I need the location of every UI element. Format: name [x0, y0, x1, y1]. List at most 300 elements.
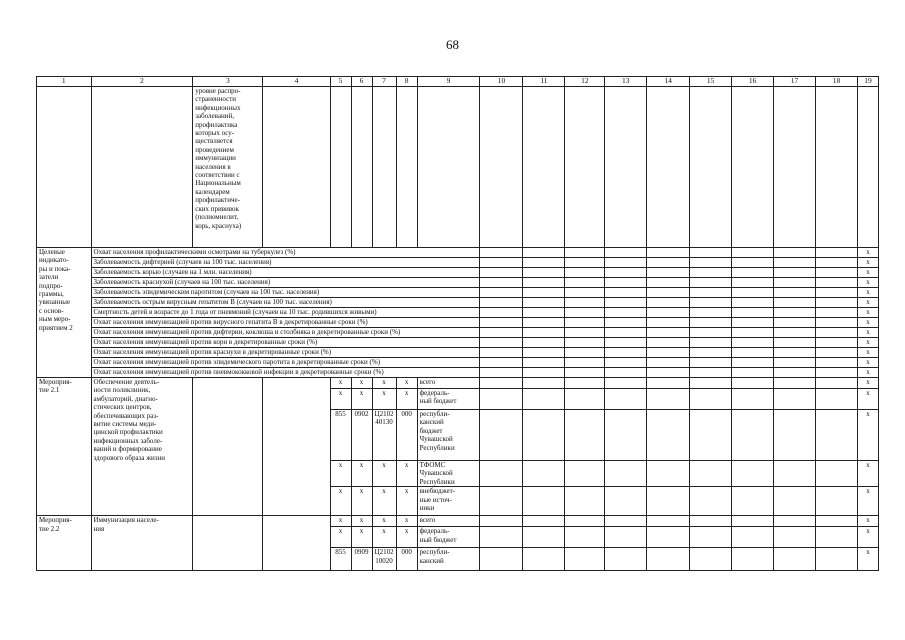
- indicator-row: [37, 298, 879, 308]
- column-number: 12: [565, 77, 605, 87]
- indicator-value: [647, 248, 690, 258]
- indicator-value: [565, 288, 605, 298]
- indicator-value: [815, 278, 857, 288]
- funding-value: [647, 461, 690, 487]
- table-cell: [351, 87, 372, 248]
- indicator-value: [690, 258, 732, 268]
- indicator-value: [815, 328, 857, 338]
- indicator-value: [647, 358, 690, 368]
- funding-value: [605, 461, 647, 487]
- code-cell: x: [330, 527, 351, 548]
- indicator-end: x: [857, 328, 878, 338]
- indicator-value: [690, 318, 732, 328]
- indicator-value: [605, 278, 647, 288]
- table-cell: [857, 87, 878, 248]
- indicator-value: [732, 298, 774, 308]
- funding-value: [480, 516, 523, 527]
- indicator-value: [732, 268, 774, 278]
- funding-value: [774, 527, 816, 548]
- indicator-value: [523, 338, 565, 348]
- table-cell: [605, 87, 647, 248]
- funding-value: [690, 410, 732, 461]
- indicator-value: [565, 348, 605, 358]
- funding-value: [732, 389, 774, 410]
- indicator-row: [37, 278, 879, 288]
- indicator-row: [37, 338, 879, 348]
- funding-end: x: [857, 410, 878, 461]
- indicator-value: [647, 258, 690, 268]
- header-row: [37, 77, 879, 87]
- code-cell: x: [351, 527, 372, 548]
- program-table: [36, 76, 879, 571]
- indicator-end: x: [857, 258, 878, 268]
- indicator-value: [774, 258, 816, 268]
- code-cell: x: [351, 389, 372, 410]
- indicator-value: [480, 318, 523, 328]
- indicator-value: [732, 308, 774, 318]
- indicator-value: [565, 338, 605, 348]
- funding-source: всего: [417, 516, 480, 527]
- indicator-value: [565, 248, 605, 258]
- funding-source: республи- канский: [417, 548, 480, 571]
- indicator-end: x: [857, 248, 878, 258]
- table-cell: [37, 87, 92, 248]
- indicator-value: [732, 248, 774, 258]
- indicator-value: [565, 258, 605, 268]
- indicator-value: [647, 368, 690, 378]
- indicator-value: [605, 288, 647, 298]
- indicator-value: [480, 328, 523, 338]
- funding-value: [690, 516, 732, 527]
- column-number: 8: [396, 77, 417, 87]
- funding-end: x: [857, 487, 878, 516]
- funding-value: [565, 389, 605, 410]
- indicator-value: [815, 348, 857, 358]
- code-cell: x: [396, 487, 417, 516]
- indicator-value: [565, 268, 605, 278]
- table-cell: [372, 87, 396, 248]
- indicator-value: [605, 308, 647, 318]
- funding-end: x: [857, 389, 878, 410]
- indicator-value: [774, 278, 816, 288]
- funding-end: x: [857, 527, 878, 548]
- funding-value: [732, 410, 774, 461]
- indicator-value: [565, 308, 605, 318]
- indicator-name: Охват населения иммунизацией против пневмококковой инфекции в декретированные сроки (%): [91, 368, 480, 378]
- table-cell: [523, 87, 565, 248]
- indicator-value: [815, 308, 857, 318]
- code-cell: x: [372, 516, 396, 527]
- funding-source: республи- канский бюджет Чувашской Республики: [417, 410, 480, 461]
- indicator-value: [774, 248, 816, 258]
- indicator-value: [605, 358, 647, 368]
- indicator-end: x: [857, 278, 878, 288]
- indicator-value: [732, 258, 774, 268]
- indicator-value: [815, 298, 857, 308]
- indicator-value: [647, 348, 690, 358]
- table-cell: [565, 87, 605, 248]
- table-cell: [396, 87, 417, 248]
- indicator-value: [480, 258, 523, 268]
- code-cell: Ц2102 10020: [372, 548, 396, 571]
- funding-value: [732, 461, 774, 487]
- funding-value: [523, 389, 565, 410]
- funding-source: ТФОМС Чувашской Республики: [417, 461, 480, 487]
- indicator-name: Смертность детей в возрасте до 1 года от пневмоний (случаев на 10 тыс. родившихся живыми): [91, 308, 480, 318]
- measure-name: Обеспечение деятель- ности поликлиник, амбулаторий, диагно- стических центров, обеспечивающих раз- витие системы меди- цинской профилактики инфекционных заболе- ваний и формирование здорового образа жизни: [91, 378, 193, 516]
- code-cell: 0902: [351, 410, 372, 461]
- indicator-value: [732, 328, 774, 338]
- indicator-end: x: [857, 318, 878, 328]
- continuation-row: [37, 87, 879, 248]
- indicator-value: [774, 298, 816, 308]
- indicator-value: [647, 328, 690, 338]
- code-cell: x: [396, 461, 417, 487]
- funding-value: [732, 378, 774, 389]
- funding-source: внебюджет- ные источ- ники: [417, 487, 480, 516]
- indicator-value: [565, 368, 605, 378]
- indicator-value: [690, 268, 732, 278]
- indicator-value: [774, 288, 816, 298]
- indicator-row: [37, 268, 879, 278]
- funding-value: [523, 527, 565, 548]
- indicator-value: [480, 308, 523, 318]
- table-cell: [193, 378, 263, 516]
- code-cell: x: [396, 378, 417, 389]
- indicator-value: [732, 318, 774, 328]
- indicator-value: [565, 328, 605, 338]
- indicator-value: [774, 308, 816, 318]
- column-number: 18: [815, 77, 857, 87]
- column-number: 3: [193, 77, 263, 87]
- table-cell: [417, 87, 480, 248]
- code-cell: x: [372, 461, 396, 487]
- funding-source: федераль- ный бюджет: [417, 389, 480, 410]
- measure-goal-text: уровне распро- страненности инфекционных заболеваний, профилактика которых осу- ществляется проведением иммунизации населения в соответствии с Национальным календарем профилактиче- ских прививок (полиомиелит, корь, краснуха): [193, 87, 263, 248]
- indicator-value: [815, 358, 857, 368]
- funding-source: федераль- ный бюджет: [417, 527, 480, 548]
- funding-value: [815, 389, 857, 410]
- indicator-value: [480, 278, 523, 288]
- column-number: 13: [605, 77, 647, 87]
- indicator-value: [732, 368, 774, 378]
- funding-value: [565, 378, 605, 389]
- funding-value: [690, 389, 732, 410]
- indicator-value: [690, 358, 732, 368]
- indicator-value: [523, 268, 565, 278]
- funding-value: [523, 378, 565, 389]
- indicator-end: x: [857, 368, 878, 378]
- table-body: [37, 77, 879, 571]
- code-cell: x: [330, 487, 351, 516]
- funding-value: [523, 487, 565, 516]
- indicator-value: [605, 338, 647, 348]
- indicator-name: Охват населения профилактическими осмотрами на туберкулез (%): [91, 248, 480, 258]
- column-number: 19: [857, 77, 878, 87]
- funding-value: [647, 548, 690, 571]
- funding-end: x: [857, 461, 878, 487]
- funding-value: [480, 410, 523, 461]
- indicator-value: [480, 358, 523, 368]
- code-cell: x: [330, 516, 351, 527]
- indicator-value: [523, 288, 565, 298]
- measure-label: Мероприя- тие 2.1: [37, 378, 92, 516]
- indicator-end: x: [857, 348, 878, 358]
- code-cell: x: [372, 487, 396, 516]
- indicator-value: [523, 308, 565, 318]
- funding-value: [480, 389, 523, 410]
- indicator-value: [647, 268, 690, 278]
- code-cell: x: [351, 516, 372, 527]
- indicator-value: [480, 268, 523, 278]
- indicator-value: [647, 338, 690, 348]
- funding-value: [480, 527, 523, 548]
- funding-value: [815, 516, 857, 527]
- column-number: 10: [480, 77, 523, 87]
- indicator-end: x: [857, 358, 878, 368]
- funding-end: x: [857, 516, 878, 527]
- column-number: 14: [647, 77, 690, 87]
- funding-value: [565, 410, 605, 461]
- indicator-value: [647, 318, 690, 328]
- indicator-value: [732, 358, 774, 368]
- code-cell: x: [396, 516, 417, 527]
- indicator-value: [565, 358, 605, 368]
- code-cell: Ц2102 40130: [372, 410, 396, 461]
- indicator-value: [774, 368, 816, 378]
- indicator-value: [647, 298, 690, 308]
- funding-value: [732, 487, 774, 516]
- indicator-value: [523, 328, 565, 338]
- funding-value: [690, 527, 732, 548]
- indicator-value: [605, 318, 647, 328]
- funding-value: [647, 487, 690, 516]
- indicator-value: [690, 248, 732, 258]
- column-number: 1: [37, 77, 92, 87]
- indicator-row: [37, 248, 879, 258]
- funding-value: [647, 516, 690, 527]
- table-cell: [91, 87, 193, 248]
- column-number: 4: [263, 77, 330, 87]
- funding-value: [605, 389, 647, 410]
- funding-value: [565, 487, 605, 516]
- indicator-value: [605, 328, 647, 338]
- indicator-name: Заболеваемость эпидемическим паротитом (случаев на 100 тыс. населения): [91, 288, 480, 298]
- measure-row: [37, 378, 879, 389]
- code-cell: x: [351, 487, 372, 516]
- indicator-end: x: [857, 338, 878, 348]
- indicator-value: [480, 288, 523, 298]
- indicator-row: [37, 288, 879, 298]
- table-cell: [732, 87, 774, 248]
- code-cell: x: [372, 378, 396, 389]
- table-cell: [263, 378, 330, 516]
- funding-value: [690, 378, 732, 389]
- indicator-value: [732, 288, 774, 298]
- funding-value: [565, 548, 605, 571]
- indicator-value: [480, 338, 523, 348]
- funding-value: [480, 378, 523, 389]
- indicator-end: x: [857, 308, 878, 318]
- table-cell: [480, 87, 523, 248]
- indicator-value: [480, 248, 523, 258]
- indicator-value: [815, 318, 857, 328]
- funding-value: [774, 378, 816, 389]
- table-cell: [193, 516, 263, 571]
- funding-value: [565, 527, 605, 548]
- indicator-value: [815, 248, 857, 258]
- funding-value: [605, 487, 647, 516]
- funding-end: x: [857, 548, 878, 571]
- funding-value: [565, 516, 605, 527]
- indicator-value: [690, 348, 732, 358]
- column-number: 7: [372, 77, 396, 87]
- indicator-value: [523, 298, 565, 308]
- code-cell: x: [372, 389, 396, 410]
- funding-value: [605, 516, 647, 527]
- indicator-value: [480, 368, 523, 378]
- funding-value: [774, 548, 816, 571]
- indicator-name: Охват населения иммунизацией против краснухи в декретированные сроки (%): [91, 348, 480, 358]
- indicators-label: Целевые индикато- ры и пока- затели подпро- граммы, увязанные с основ- ным меро- приятием 2: [37, 248, 92, 378]
- indicator-value: [647, 288, 690, 298]
- funding-end: x: [857, 378, 878, 389]
- indicator-value: [774, 318, 816, 328]
- indicator-value: [690, 278, 732, 288]
- funding-value: [815, 527, 857, 548]
- funding-value: [732, 516, 774, 527]
- column-number: 9: [417, 77, 480, 87]
- column-number: 15: [690, 77, 732, 87]
- table-cell: [263, 516, 330, 571]
- indicator-value: [605, 368, 647, 378]
- indicator-name: Заболеваемость острым вирусным гепатитом В (случаев на 100 тыс. населения): [91, 298, 480, 308]
- indicator-name: Охват населения иммунизацией против эпидемического паротита в декретированные сроки (%): [91, 358, 480, 368]
- indicator-value: [523, 278, 565, 288]
- funding-value: [815, 487, 857, 516]
- indicator-end: x: [857, 288, 878, 298]
- funding-source: всего: [417, 378, 480, 389]
- indicator-value: [815, 338, 857, 348]
- indicator-value: [565, 298, 605, 308]
- code-cell: x: [372, 527, 396, 548]
- table-cell: [815, 87, 857, 248]
- measure-name: Иммунизация населе- ния: [91, 516, 193, 571]
- code-cell: x: [330, 378, 351, 389]
- column-number: 6: [351, 77, 372, 87]
- indicator-value: [605, 348, 647, 358]
- indicator-value: [690, 298, 732, 308]
- indicator-end: x: [857, 268, 878, 278]
- indicator-value: [815, 288, 857, 298]
- funding-value: [523, 461, 565, 487]
- indicator-row: [37, 258, 879, 268]
- code-cell: 000: [396, 410, 417, 461]
- funding-value: [647, 527, 690, 548]
- indicator-value: [605, 298, 647, 308]
- funding-value: [523, 548, 565, 571]
- indicator-value: [690, 288, 732, 298]
- code-cell: 855: [330, 410, 351, 461]
- indicator-end: x: [857, 298, 878, 308]
- funding-value: [690, 548, 732, 571]
- code-cell: x: [351, 461, 372, 487]
- table-cell: [330, 87, 351, 248]
- indicator-value: [815, 258, 857, 268]
- indicator-value: [774, 328, 816, 338]
- indicator-value: [774, 348, 816, 358]
- column-number: 17: [774, 77, 816, 87]
- funding-value: [605, 527, 647, 548]
- indicator-value: [774, 338, 816, 348]
- funding-value: [480, 487, 523, 516]
- indicator-name: Охват населения иммунизацией против кори в декретированные сроки (%): [91, 338, 480, 348]
- column-number: 11: [523, 77, 565, 87]
- indicator-value: [565, 278, 605, 288]
- indicator-value: [605, 248, 647, 258]
- code-cell: 0909: [351, 548, 372, 571]
- column-number: 2: [91, 77, 193, 87]
- funding-value: [774, 461, 816, 487]
- funding-value: [647, 389, 690, 410]
- funding-value: [774, 389, 816, 410]
- funding-value: [774, 410, 816, 461]
- code-cell: x: [396, 527, 417, 548]
- funding-value: [774, 516, 816, 527]
- table-cell: [263, 87, 330, 248]
- code-cell: x: [396, 389, 417, 410]
- indicator-name: Заболеваемость краснухой (случаев на 100 тыс. населения): [91, 278, 480, 288]
- funding-value: [815, 461, 857, 487]
- funding-value: [565, 461, 605, 487]
- funding-value: [647, 410, 690, 461]
- indicator-value: [523, 248, 565, 258]
- indicator-value: [774, 268, 816, 278]
- measure-label: Мероприя- тие 2.2: [37, 516, 92, 571]
- code-cell: x: [330, 461, 351, 487]
- code-cell: 855: [330, 548, 351, 571]
- column-number: 5: [330, 77, 351, 87]
- indicator-value: [523, 348, 565, 358]
- indicator-value: [690, 368, 732, 378]
- funding-value: [523, 516, 565, 527]
- indicator-value: [815, 368, 857, 378]
- indicator-row: [37, 328, 879, 338]
- code-cell: 000: [396, 548, 417, 571]
- funding-value: [605, 410, 647, 461]
- code-cell: x: [330, 389, 351, 410]
- funding-value: [815, 410, 857, 461]
- funding-value: [690, 461, 732, 487]
- indicator-value: [732, 278, 774, 288]
- indicator-value: [523, 318, 565, 328]
- indicator-value: [523, 368, 565, 378]
- indicator-value: [480, 348, 523, 358]
- indicator-row: [37, 368, 879, 378]
- indicator-value: [605, 268, 647, 278]
- indicator-value: [605, 258, 647, 268]
- funding-value: [480, 548, 523, 571]
- measure-row: [37, 516, 879, 527]
- funding-value: [774, 487, 816, 516]
- funding-value: [605, 378, 647, 389]
- indicator-row: [37, 308, 879, 318]
- code-cell: x: [351, 378, 372, 389]
- indicator-value: [815, 268, 857, 278]
- funding-value: [690, 487, 732, 516]
- column-number: 16: [732, 77, 774, 87]
- indicator-name: Заболеваемость дифтерией (случаев на 100 тыс. населения): [91, 258, 480, 268]
